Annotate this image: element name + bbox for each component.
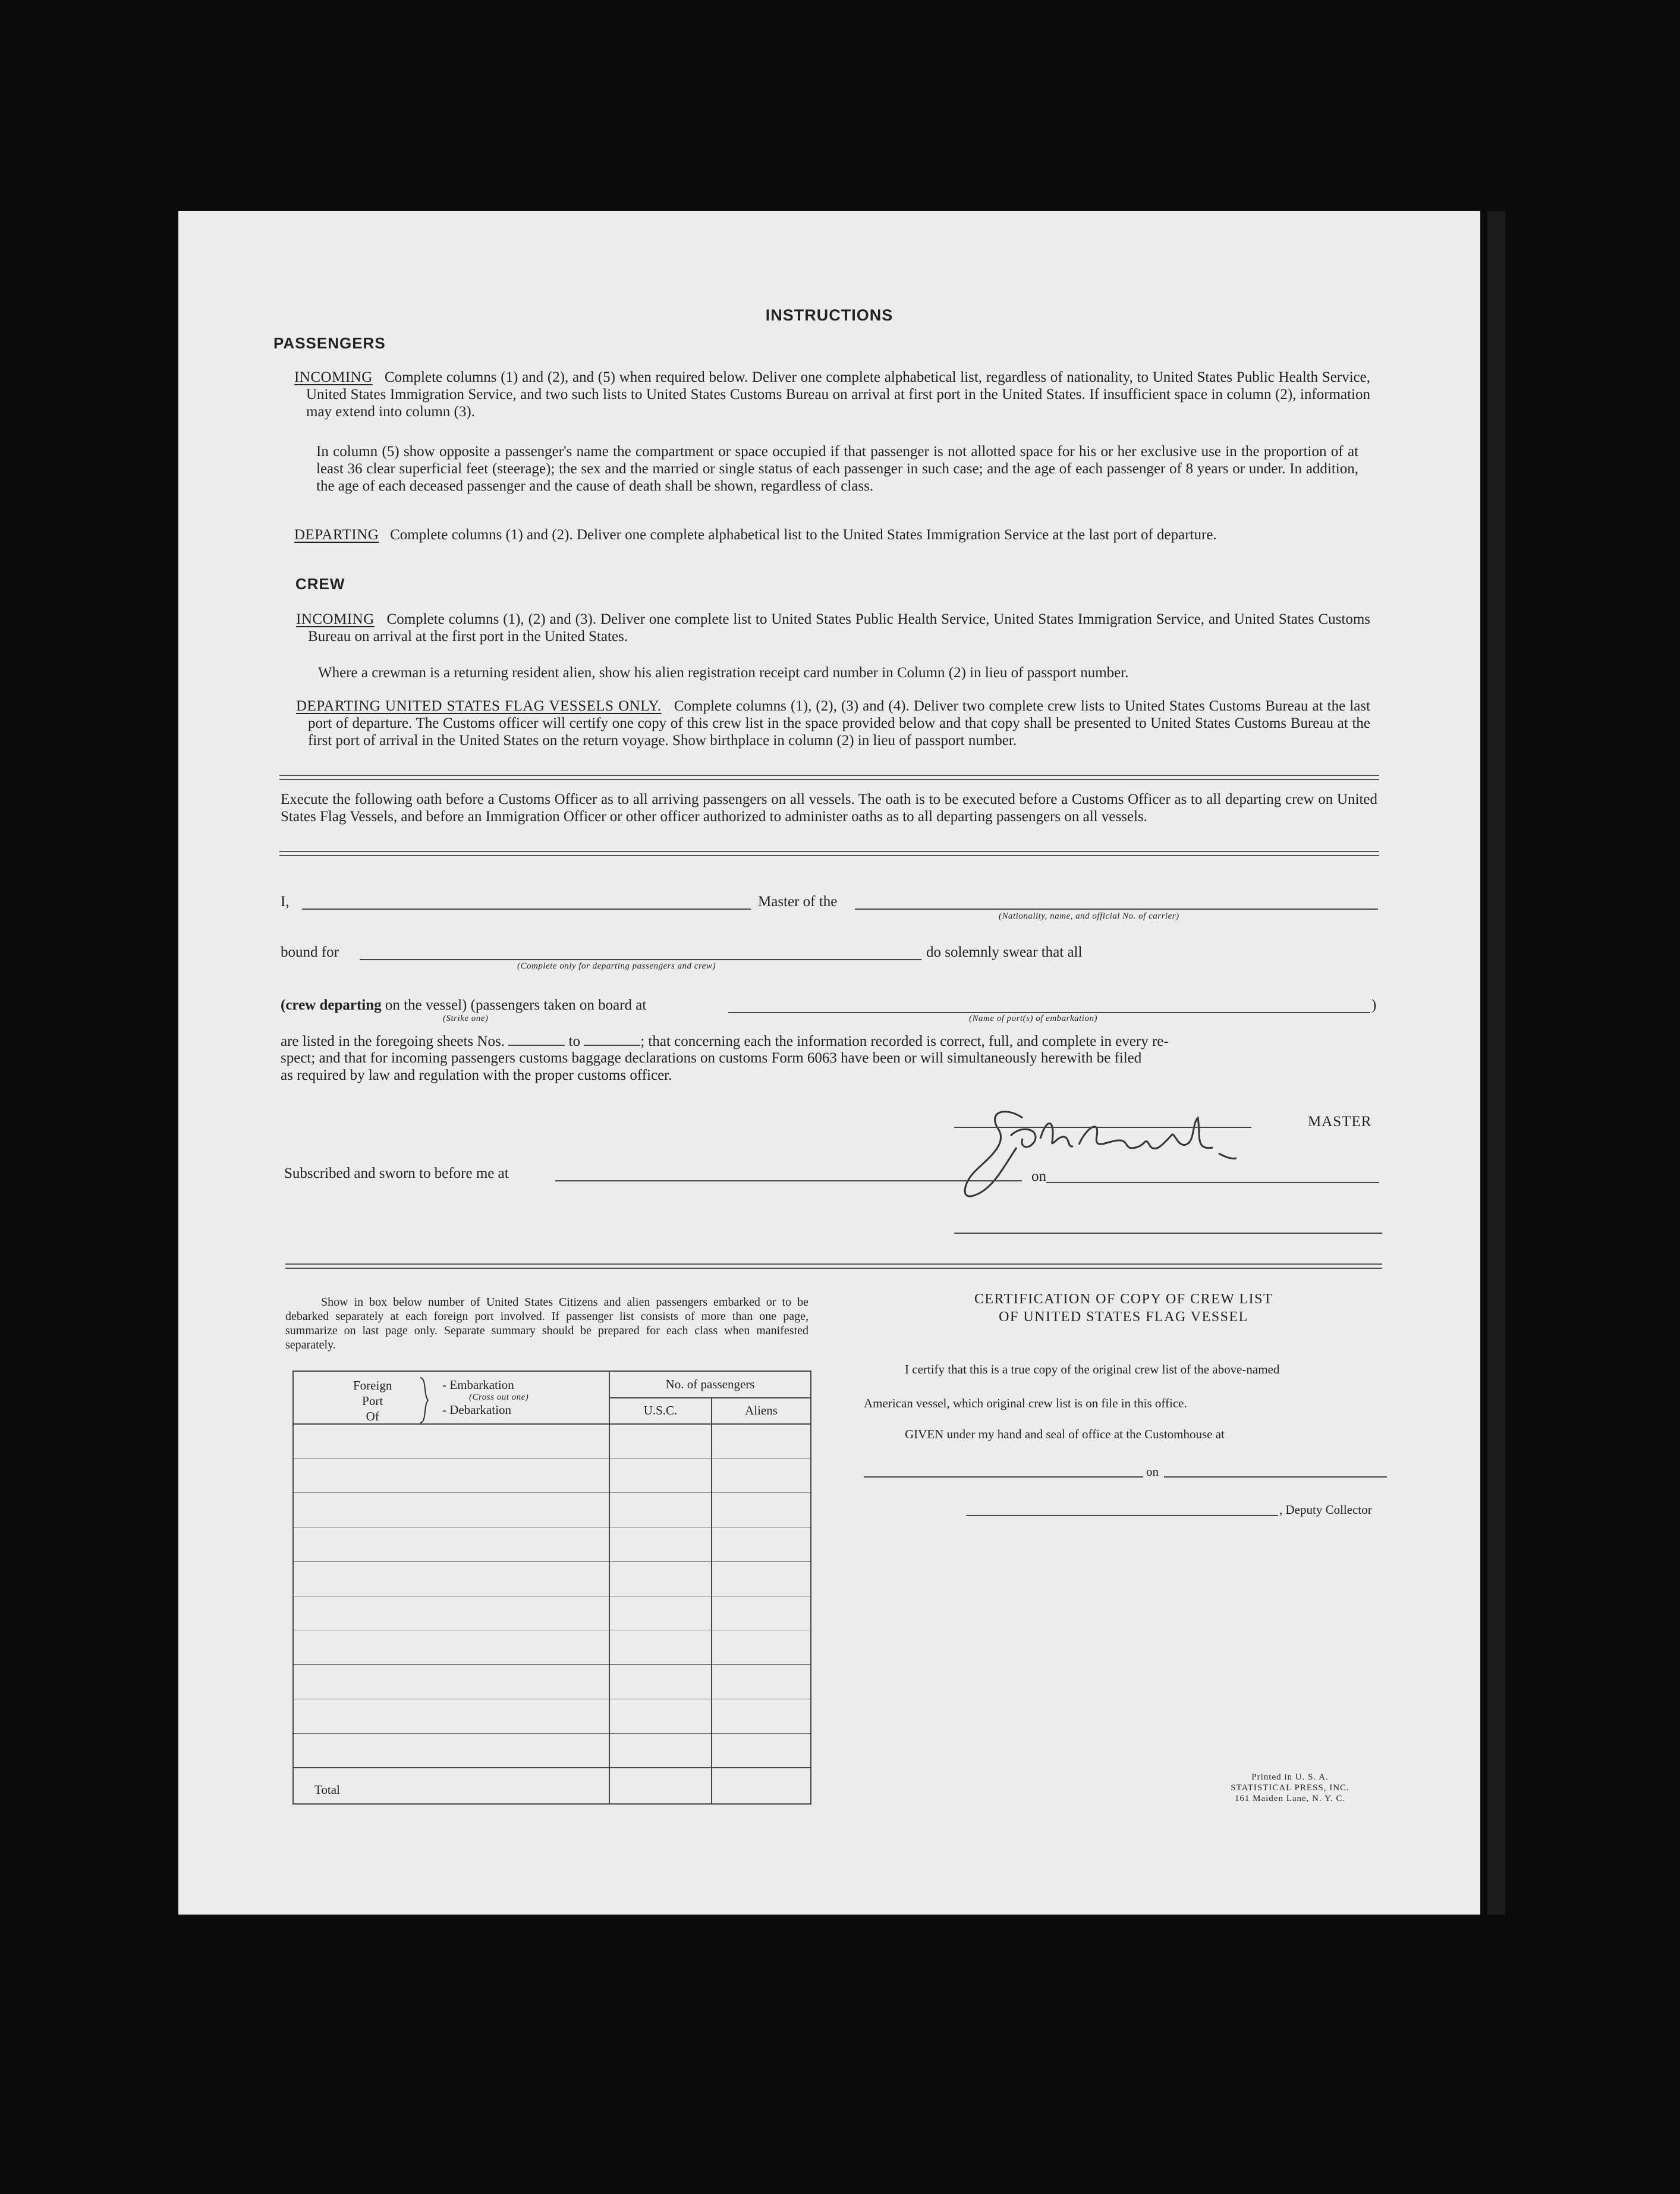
swear-text: do solemnly swear that all	[926, 944, 1083, 960]
aliens-cell[interactable]	[712, 1459, 811, 1493]
document-page	[178, 211, 1480, 1915]
printer-imprint	[1189, 1772, 1391, 1804]
cert-title-line-1: CERTIFICATION OF COPY OF CREW LIST	[974, 1291, 1273, 1307]
bound-for-label: bound for	[281, 944, 339, 960]
usc-cell[interactable]	[609, 1424, 712, 1459]
usc-cell[interactable]	[609, 1493, 712, 1527]
aliens-cell[interactable]	[712, 1699, 811, 1733]
aliens-cell[interactable]	[712, 1733, 811, 1768]
passengers-heading: PASSENGERS	[273, 334, 386, 352]
crewman-paragraph: Where a crewman is a returning resident alien, show his alien registration receipt card number in Column (2) in lieu of passport number.	[318, 665, 1129, 681]
master-of-label: Master of the	[758, 894, 838, 910]
cross-out-hint: (Cross out one)	[469, 1393, 529, 1402]
complete-only-hint: (Complete only for departing passengers and crew)	[517, 961, 716, 971]
departing-text: Complete columns (1) and (2). Deliver one complete alphabetical list to the United States Immigration Service at the last port of departure.	[390, 527, 1217, 543]
foreign-label: Foreign	[353, 1378, 392, 1393]
crew-heading: CREW	[295, 575, 345, 593]
divider-double	[279, 775, 1379, 780]
certification-title	[862, 1290, 1385, 1326]
sheet-from-line[interactable]	[508, 1034, 565, 1046]
aliens-cell[interactable]	[712, 1493, 811, 1527]
cert-title-line-2: OF UNITED STATES FLAG VESSEL	[999, 1309, 1248, 1325]
sheet-to-line[interactable]	[584, 1034, 640, 1046]
port-cell[interactable]	[293, 1459, 609, 1493]
crew-incoming-text: Complete columns (1), (2) and (3). Deliver one complete list to United States Public Health Service, United States Immigration Service, and United States Customs Bureau on arrival at the first port in the United States.	[308, 611, 1371, 645]
brace-icon	[419, 1376, 430, 1424]
crew-passengers-line	[281, 997, 646, 1014]
table-row	[293, 1630, 811, 1665]
officer-signature-line[interactable]	[954, 1233, 1382, 1234]
subscribed-date-line[interactable]	[1046, 1182, 1379, 1183]
to-label: to	[568, 1033, 580, 1049]
printer-line-2: STATISTICAL PRESS, INC.	[1231, 1783, 1349, 1793]
passengers-taken-text: (passengers taken on board at	[470, 997, 647, 1013]
aliens-cell[interactable]	[712, 1424, 811, 1459]
cert-line-1: I certify that this is a true copy of the original crew list of the above-named	[905, 1362, 1280, 1376]
aliens-cell[interactable]	[712, 1630, 811, 1665]
usc-cell[interactable]	[609, 1596, 712, 1630]
listed-line-1-rest: ; that concerning each the information recorded is correct, full, and complete in every re-	[640, 1033, 1169, 1049]
cert-line-2: American vessel, which original crew list is on file in this office.	[864, 1396, 1187, 1410]
master-name-line[interactable]	[302, 909, 751, 910]
oath-i-label: I,	[281, 894, 290, 910]
crew-departing-text: (crew departing	[281, 997, 382, 1013]
incoming-text: Complete columns (1) and (2), and (5) when required below. Deliver one complete alphabetical list, regardless of nationality, to United States Public Health Service, United States Immigration Service, and two such lists to United States Customs Bureau on arrival at first port in the United States. If insufficient space in column (2), information may extend into column (3).	[306, 369, 1371, 420]
passengers-departing-paragraph	[294, 526, 1370, 543]
listed-line-2: spect; and that for incoming passengers customs baggage declarations on customs Form 6063 have been or will simultaneously herewith be filed	[281, 1050, 1142, 1066]
debarkation-label: - Debarkation	[442, 1403, 512, 1417]
table-row	[293, 1424, 811, 1459]
divider-double	[285, 1263, 1382, 1269]
aliens-header: Aliens	[712, 1398, 811, 1425]
table-row	[293, 1699, 811, 1733]
subscribed-on-label: on	[1031, 1168, 1046, 1184]
port-cell[interactable]	[293, 1527, 609, 1562]
port-label: Port	[362, 1394, 383, 1408]
usc-cell[interactable]	[609, 1665, 712, 1699]
no-passengers-header: No. of passengers	[609, 1371, 811, 1398]
total-usc-cell[interactable]	[609, 1768, 712, 1804]
departing-us-label: DEPARTING UNITED STATES FLAG VESSELS ONLY.	[296, 698, 662, 714]
usc-header: U.S.C.	[609, 1398, 712, 1425]
aliens-cell[interactable]	[712, 1561, 811, 1596]
port-hint: (Name of port(s) of embarkation)	[969, 1014, 1097, 1023]
usc-cell[interactable]	[609, 1733, 712, 1768]
summary-instructions: Show in box below number of United States Citizens and alien passengers embarked or to be debarked separately at each foreign port involved. If passenger list consists of more than one page, summarize on last page only. Separate summary should be prepared for each class when manifested separately.	[285, 1296, 808, 1351]
of-label: Of	[366, 1409, 379, 1423]
customhouse-line[interactable]	[864, 1476, 1143, 1478]
usc-cell[interactable]	[609, 1699, 712, 1733]
cert-on-label: on	[1146, 1464, 1159, 1479]
table-row	[293, 1596, 811, 1630]
incoming-label: INCOMING	[294, 369, 373, 385]
usc-cell[interactable]	[609, 1561, 712, 1596]
subscribed-label: Subscribed and sworn to before me at	[284, 1165, 509, 1181]
aliens-cell[interactable]	[712, 1527, 811, 1562]
departing-label: DEPARTING	[294, 527, 379, 543]
port-cell[interactable]	[293, 1733, 609, 1768]
usc-cell[interactable]	[609, 1630, 712, 1665]
total-label: Total	[293, 1768, 609, 1804]
total-aliens-cell[interactable]	[712, 1768, 811, 1804]
port-cell[interactable]	[293, 1699, 609, 1733]
subscribed-place-line[interactable]	[555, 1180, 1022, 1181]
departing-us-text: Complete columns (1), (2), (3) and (4). Deliver two complete crew lists to United States Customs Bureau at the last port of departure. The Customs officer will certify one copy of this crew list in the space provided below and that copy shall be presented to United States Customs Bureau at the first port of arrival in the United States on the return voyage. Show birthplace in column (2) in lieu of passport number.	[308, 698, 1371, 749]
bound-for-line[interactable]	[360, 959, 921, 960]
close-paren: )	[1371, 997, 1377, 1013]
port-cell[interactable]	[293, 1561, 609, 1596]
scan-edge	[1487, 211, 1505, 1915]
master-signature	[951, 1094, 1308, 1213]
port-cell[interactable]	[293, 1630, 609, 1665]
printer-line-1: Printed in U. S. A.	[1251, 1772, 1329, 1782]
table-row	[293, 1459, 811, 1493]
departing-us-paragraph	[296, 697, 1370, 749]
oath-intro: Execute the following oath before a Customs Officer as to all arriving passengers on all vessels. The oath is to be executed before a Customs Officer as to all departing crew on United States Flag Vessels, and before an Immigration Officer or other officer authorized to administer oaths as to all departing passengers on all vessels.	[281, 791, 1377, 825]
divider-double	[279, 851, 1379, 856]
table-row	[293, 1493, 811, 1527]
deputy-signature-line[interactable]	[966, 1515, 1278, 1516]
nationality-hint: (Nationality, name, and official No. of carrier)	[999, 911, 1179, 921]
aliens-cell[interactable]	[712, 1665, 811, 1699]
foreign-port-header	[293, 1371, 609, 1424]
table-row	[293, 1733, 811, 1768]
table-row	[293, 1665, 811, 1699]
cert-date-line[interactable]	[1164, 1476, 1387, 1478]
port-cell[interactable]	[293, 1493, 609, 1527]
table-row	[293, 1527, 811, 1562]
cert-line-3: GIVEN under my hand and seal of office at the Customhouse at	[905, 1427, 1225, 1441]
usc-cell[interactable]	[609, 1459, 712, 1493]
strike-one-hint: (Strike one)	[443, 1014, 489, 1023]
listed-line-3: as required by law and regulation with the proper customs officer.	[281, 1067, 672, 1083]
deputy-collector-label: , Deputy Collector	[1279, 1503, 1372, 1517]
on-vessel-text: on the vessel)	[385, 997, 467, 1013]
port-cell[interactable]	[293, 1665, 609, 1699]
usc-cell[interactable]	[609, 1527, 712, 1562]
passengers-incoming-paragraph	[294, 369, 1370, 420]
passenger-summary-table	[292, 1371, 811, 1805]
port-cell[interactable]	[293, 1596, 609, 1630]
listed-line-1	[281, 1033, 1380, 1050]
master-label: MASTER	[1308, 1114, 1372, 1130]
total-row	[293, 1768, 811, 1804]
printer-line-3: 161 Maiden Lane, N. Y. C.	[1234, 1794, 1346, 1803]
column5-paragraph: In column (5) show opposite a passenger's name the compartment or space occupied if that passenger is not allotted space for his or her exclusive use in the proportion of at least 36 clear superficial feet (steerage); the sex and the married or single status of each passenger in such case; and the age of each passenger of 8 years or under. In addition, the age of each deceased passenger and the cause of death shall be shown, regardless of class.	[316, 444, 1358, 494]
carrier-line[interactable]	[855, 909, 1378, 910]
port-cell[interactable]	[293, 1424, 609, 1459]
crew-incoming-label: INCOMING	[296, 611, 375, 627]
crew-incoming-paragraph	[296, 611, 1370, 645]
signature-line[interactable]	[954, 1127, 1251, 1128]
aliens-cell[interactable]	[712, 1596, 811, 1630]
embarkation-label: - Embarkation	[442, 1378, 514, 1392]
table-row	[293, 1561, 811, 1596]
sheets-label: are listed in the foregoing sheets Nos.	[281, 1033, 505, 1049]
instructions-title: INSTRUCTIONS	[765, 306, 894, 324]
port-embarkation-line[interactable]	[728, 1012, 1370, 1013]
